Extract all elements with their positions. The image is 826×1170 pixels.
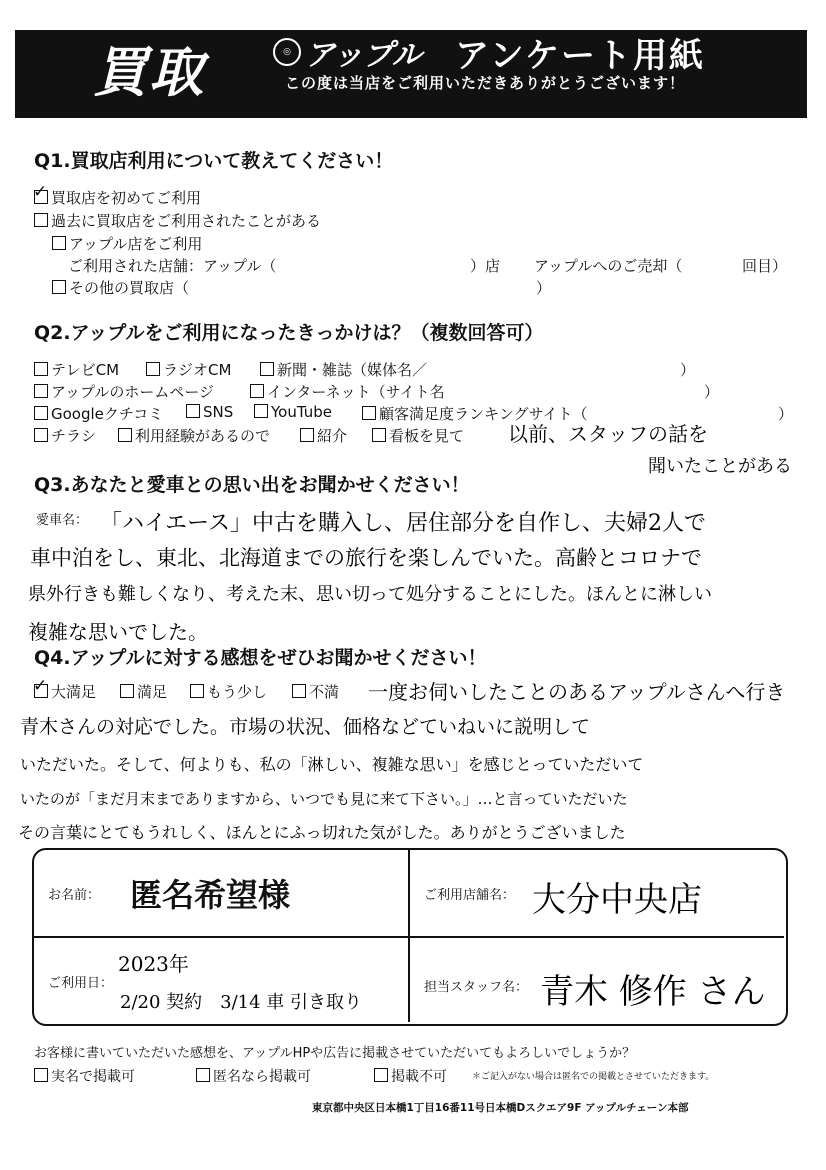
survey-subtitle: この度は当店をご利用いただきありがとうございます！ [285, 74, 686, 92]
checkbox-icon [52, 280, 66, 294]
q3-question: Q3.あなたと愛車との思い出をお聞かせください！ [34, 474, 470, 496]
checkbox-icon [190, 684, 204, 698]
consent-note: ＊ご記入がない場合は匿名での掲載とさせていただきます。 [472, 1072, 715, 1082]
q2-option-homepage[interactable]: アップルのホームページ [34, 381, 214, 402]
consent-real-name[interactable]: 実名で掲載可 [34, 1066, 135, 1086]
checkbox-icon [260, 362, 274, 376]
store-value[interactable]: 大分中央店 [532, 880, 702, 920]
checkbox-icon [254, 404, 268, 418]
q3-line-1: 「ハイエース」中古を購入し、居住部分を自作し、夫婦2人で [100, 511, 707, 536]
q1-option-apple[interactable]: アップル店をご利用 [52, 233, 202, 254]
q2-option-experience[interactable]: 利用経験があるので [118, 425, 270, 446]
name-label: お名前： [48, 888, 101, 903]
q4-line-3: いただいた。そして、何よりも、私の「淋しい、複雑な思い」を感じとっていただいて [20, 755, 644, 774]
q1-store-suffix: ）店 [470, 257, 501, 275]
q4-rating-very-satisfied[interactable]: ✓大満足 [34, 681, 96, 702]
q3-line-4: 複雑な思いでした。 [28, 620, 208, 644]
q4-line-5: その言葉にとてもうれしく、ほんとにふっ切れた気がした。ありがとうございました [18, 823, 626, 842]
q2-option-referral[interactable]: 紹介 [300, 425, 347, 446]
q3-line-3: 県外行きも難しくなり、考えた末、思い切って処分することにした。ほんとに淋しい [28, 584, 712, 605]
checked-box-icon [34, 684, 48, 698]
q2-close-2: ） [704, 383, 720, 401]
q2-handwritten-2: 聞いたことがある [648, 456, 792, 477]
date-details[interactable]: 2/20 契約 3/14 車 引き取り [120, 992, 363, 1013]
q3-line-2: 車中泊をし、東北、北海道までの旅行を楽しんでいた。高齢とコロナで [30, 546, 702, 570]
q2-option-youtube[interactable]: YouTube [254, 403, 332, 421]
q1-store-label: ご利用された店舗：アップル（ [68, 257, 277, 275]
q4-line-2: 青木さんの対応でした。市場の状況、価格などていねいに説明して [20, 716, 591, 738]
checkbox-icon [196, 1068, 210, 1082]
q4-question: Q4.アップルに対する感想をぜひお聞かせください！ [34, 647, 487, 669]
consent-question: お客様に書いていただいた感想を、アップルHPや広告に掲載させていただいてもよろしいでしょうか？ [34, 1046, 636, 1061]
q1-other-close: ） [536, 279, 552, 297]
store-label: ご利用店舗名： [424, 888, 516, 903]
q2-option-tvcm[interactable]: テレビCM [34, 359, 119, 380]
apple-logo-icon: ◎ [273, 38, 301, 66]
staff-value[interactable]: 青木 修作 さん [540, 972, 766, 1012]
q2-option-sns[interactable]: SNS [186, 403, 233, 421]
q4-rating-unsatisfied[interactable]: 不満 [292, 681, 339, 702]
q2-question: Q2.アップルをご利用になったきっかけは？（複数回答可） [34, 322, 544, 344]
q2-option-radiocm[interactable]: ラジオCM [146, 359, 231, 380]
consent-anonymous[interactable]: 匿名なら掲載可 [196, 1066, 311, 1086]
staff-label: 担当スタッフ名： [424, 980, 529, 995]
checkbox-icon [34, 1068, 48, 1082]
q1-option-past[interactable]: 過去に買取店をご利用されたことがある [34, 210, 321, 231]
checkbox-icon [300, 428, 314, 442]
q2-option-flyer[interactable]: チラシ [34, 425, 96, 446]
q2-option-internet[interactable]: インターネット（サイト名 [250, 381, 445, 402]
q3-car-label: 愛車名： [36, 513, 89, 528]
q2-option-google[interactable]: Googleクチコミ [34, 403, 163, 424]
q1-visits-suffix: 回目） [742, 257, 788, 275]
header-banner [15, 30, 807, 118]
brand-name: アップル [305, 38, 422, 73]
hq-address: 東京都中央区日本橋1丁目16番11号日本橋Dスクエア9F アップルチェーン本部 [312, 1102, 689, 1114]
checkbox-icon [146, 362, 160, 376]
q1-option-other[interactable]: その他の買取店（ [52, 277, 189, 298]
checkbox-icon [372, 428, 386, 442]
q4-rating-more[interactable]: もう少し [190, 681, 267, 702]
q4-rating-satisfied[interactable]: 満足 [120, 681, 167, 702]
checkbox-icon [34, 406, 48, 420]
q1-question: Q1.買取店利用について教えてください！ [34, 150, 394, 172]
checkbox-icon [362, 406, 376, 420]
form-horizontal-divider [34, 936, 784, 938]
q2-handwritten-1: 以前、スタッフの話を [508, 422, 708, 446]
checkbox-icon [118, 428, 132, 442]
q1-visits-label: アップルへのご売却（ [534, 257, 683, 275]
checkbox-icon [186, 404, 200, 418]
checkbox-icon [52, 236, 66, 250]
checkbox-icon [250, 384, 264, 398]
checkbox-icon [292, 684, 306, 698]
checkbox-icon [34, 428, 48, 442]
q2-option-newspaper[interactable]: 新聞・雑誌（媒体名／ [260, 359, 427, 380]
q4-line-1: 一度お伺いしたことのあるアップルさんへ行き [368, 680, 786, 704]
q2-option-signboard[interactable]: 看板を見て [372, 425, 464, 446]
q2-close-1: ） [680, 361, 696, 379]
date-year[interactable]: 2023年 [118, 952, 189, 976]
checked-box-icon [34, 190, 48, 204]
name-value[interactable]: 匿名希望様 [130, 876, 291, 914]
checkbox-icon [120, 684, 134, 698]
checkbox-icon [34, 213, 48, 227]
checkbox-icon [374, 1068, 388, 1082]
checkbox-icon [34, 362, 48, 376]
kaitori-title: 買取 [93, 41, 205, 104]
consent-no[interactable]: 掲載不可 [374, 1066, 447, 1086]
date-label: ご利用日： [48, 976, 114, 991]
survey-title: アンケート用紙 [455, 36, 705, 76]
q1-option-first[interactable]: ✓買取店を初めてご利用 [34, 187, 201, 208]
q2-option-ranking[interactable]: 顧客満足度ランキングサイト（ [362, 403, 588, 424]
q4-line-4: いたのが「まだ月末までありますから、いつでも見に来て下さい。」…と言っていただいた [20, 790, 628, 808]
q2-close-3: ） [778, 405, 794, 423]
checkbox-icon [34, 384, 48, 398]
